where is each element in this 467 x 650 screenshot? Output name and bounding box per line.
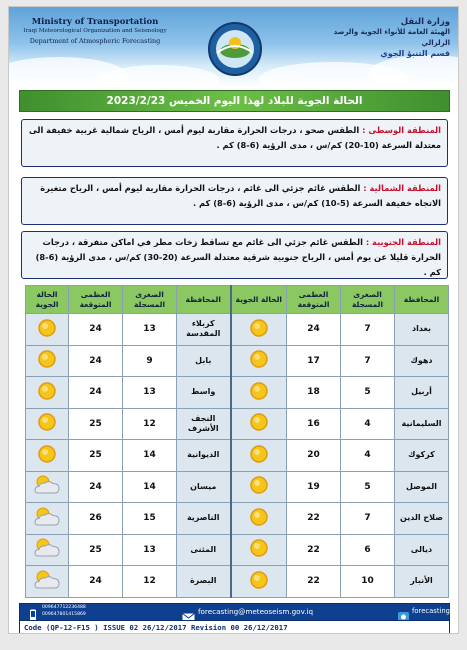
max-temp: 16 xyxy=(287,408,341,440)
max-temp: 22 xyxy=(287,534,341,566)
province-name: واسط xyxy=(177,377,231,409)
min-temp: 7 xyxy=(341,345,395,377)
organization-logo-icon xyxy=(207,21,263,77)
min-temp: 10 xyxy=(341,566,395,598)
max-temp: 24 xyxy=(69,345,123,377)
province-name: المثنى xyxy=(177,534,231,566)
table-row xyxy=(26,503,449,535)
facebook-link[interactable]: forecasting xyxy=(412,607,450,615)
min-temp: 4 xyxy=(341,440,395,472)
region-north xyxy=(21,177,448,225)
partly-cloudy-icon xyxy=(26,503,69,535)
region-central xyxy=(21,119,448,167)
province-name: الأنبار xyxy=(395,566,449,598)
col-header-min: الصغرى المسجلة xyxy=(123,286,177,314)
max-temp: 24 xyxy=(69,314,123,346)
col-header-condition: الحالة الجوية xyxy=(231,286,287,314)
partly-cloudy-icon xyxy=(26,534,69,566)
max-temp: 25 xyxy=(69,534,123,566)
max-temp: 18 xyxy=(287,377,341,409)
max-temp: 24 xyxy=(69,471,123,503)
sun-icon xyxy=(231,440,287,472)
province-name: ديالى xyxy=(395,534,449,566)
sun-icon xyxy=(231,377,287,409)
province-name: كركوك xyxy=(395,440,449,472)
region-text: الطقس غائم جزئي الى غائم مع تساقط زخات مطر في اماكن متفرقة ، درجات الحرارة قليلا عن يوم أمس ، الرياح جنوبية شرقية معتدلة السرعة (20-30) كم/س ، مدى الرؤية (6-8) كم . xyxy=(35,237,441,277)
min-temp: 9 xyxy=(123,345,177,377)
province-name: الموصل xyxy=(395,471,449,503)
min-temp: 5 xyxy=(341,471,395,503)
max-temp: 20 xyxy=(287,440,341,472)
min-temp: 14 xyxy=(123,440,177,472)
province-name: النجف الأشرف xyxy=(177,408,231,440)
email-link[interactable]: forecasting@meteoseism.gov.iq xyxy=(198,607,314,616)
sun-icon xyxy=(231,471,287,503)
phone-number: 009647712236488 xyxy=(42,605,86,610)
sun-icon xyxy=(231,345,287,377)
min-temp: 14 xyxy=(123,471,177,503)
min-temp: 13 xyxy=(123,377,177,409)
col-header-province: المحافظة xyxy=(177,286,231,314)
header-banner xyxy=(9,7,458,87)
table-row xyxy=(26,345,449,377)
col-header-province: المحافظة xyxy=(395,286,449,314)
table-row xyxy=(26,471,449,503)
col-header-min: الصغرى المسجلة xyxy=(341,286,395,314)
province-name: صلاح الدين xyxy=(395,503,449,535)
province-name: الديوانية xyxy=(177,440,231,472)
footer-contact-row xyxy=(20,604,449,620)
province-name: دهوك xyxy=(395,345,449,377)
department-name-en: Department of Atmospheric Forecasting xyxy=(29,37,161,45)
sun-icon xyxy=(26,408,69,440)
sun-icon xyxy=(26,345,69,377)
forecast-table xyxy=(25,285,449,598)
max-temp: 24 xyxy=(69,377,123,409)
province-name: كربلاء المقدسة xyxy=(177,314,231,346)
min-temp: 13 xyxy=(123,314,177,346)
region-name: المنطقة الجنوبية : xyxy=(365,237,441,247)
sun-icon xyxy=(231,314,287,346)
province-name: ميسان xyxy=(177,471,231,503)
department-name-ar: قسم التنبؤ الجوي xyxy=(380,49,450,58)
header-english-text xyxy=(15,17,175,45)
sun-icon xyxy=(231,503,287,535)
min-temp: 13 xyxy=(123,534,177,566)
table-header-row xyxy=(26,286,449,314)
province-name: أربيل xyxy=(395,377,449,409)
max-temp: 19 xyxy=(287,471,341,503)
col-header-condition: الحالة الجوية xyxy=(26,286,69,314)
partly-cloudy-icon xyxy=(26,471,69,503)
organization-name-en: Iraqi Meteorological Organization and Seismology xyxy=(23,28,167,34)
min-temp: 15 xyxy=(123,503,177,535)
province-name: بغداد xyxy=(395,314,449,346)
region-text: الطقس صحو ، درجات الحرارة مقاربة ليوم أمس ، الرياح شمالية غربية خفيفة الى معتدلة السرعة (10-20) كم/س ، مدى الرؤية (6-8) كم . xyxy=(28,125,441,150)
table-row xyxy=(26,314,449,346)
region-south xyxy=(21,231,448,279)
table-row xyxy=(26,566,449,598)
ministry-name-ar: وزارة النقل xyxy=(400,17,450,27)
min-temp: 5 xyxy=(341,377,395,409)
max-temp: 17 xyxy=(287,345,341,377)
max-temp: 22 xyxy=(287,503,341,535)
sun-icon xyxy=(26,440,69,472)
partly-cloudy-icon xyxy=(26,566,69,598)
sun-icon xyxy=(26,314,69,346)
table-row xyxy=(26,534,449,566)
province-name: بابل xyxy=(177,345,231,377)
min-temp: 7 xyxy=(341,314,395,346)
sun-icon xyxy=(231,566,287,598)
phone-numbers xyxy=(42,605,86,618)
min-temp: 12 xyxy=(123,566,177,598)
table-row xyxy=(26,440,449,472)
forecast-sheet xyxy=(8,6,459,634)
page-title: الحالة الجوية للبلاد لهذا اليوم الخميس 2023/2/23 xyxy=(19,90,450,112)
max-temp: 24 xyxy=(287,314,341,346)
col-header-max: العظمى المتوقعة xyxy=(287,286,341,314)
max-temp: 24 xyxy=(69,566,123,598)
col-header-max: العظمى المتوقعة xyxy=(69,286,123,314)
region-name: المنطقة الشمالية : xyxy=(363,183,441,193)
province-name: الناصرية xyxy=(177,503,231,535)
min-temp: 6 xyxy=(341,534,395,566)
sun-icon xyxy=(231,534,287,566)
min-temp: 7 xyxy=(341,503,395,535)
table-row xyxy=(26,377,449,409)
max-temp: 26 xyxy=(69,503,123,535)
document-code-line: Code (QP-12-F15 ) ISSUE 02 26/12/2017 Revision 00 26/12/2017 xyxy=(20,620,449,633)
phone-number: 009647801415869 xyxy=(42,611,86,617)
region-name: المنطقة الوسطى : xyxy=(362,125,441,135)
region-text: الطقس غائم جزئي الى غائم ، درجات الحرارة مقاربة ليوم أمس ، الرياح متغيرة الاتجاه خفيفة السرعة (5-10) كم/س ، مدى الرؤية (6-8) كم . xyxy=(40,183,441,208)
header-arabic-text xyxy=(315,17,450,58)
max-temp: 25 xyxy=(69,408,123,440)
sun-icon xyxy=(231,408,287,440)
max-temp: 25 xyxy=(69,440,123,472)
min-temp: 4 xyxy=(341,408,395,440)
province-name: السليمانية xyxy=(395,408,449,440)
min-temp: 12 xyxy=(123,408,177,440)
table-row xyxy=(26,408,449,440)
province-name: البصرة xyxy=(177,566,231,598)
ministry-name-en: Ministry of Transportation xyxy=(31,17,159,27)
sun-icon xyxy=(26,377,69,409)
organization-name-ar: الهيئة العامة للأنواء الجوية والرصد الزلزالي xyxy=(333,28,450,47)
footer xyxy=(19,603,450,633)
max-temp: 22 xyxy=(287,566,341,598)
